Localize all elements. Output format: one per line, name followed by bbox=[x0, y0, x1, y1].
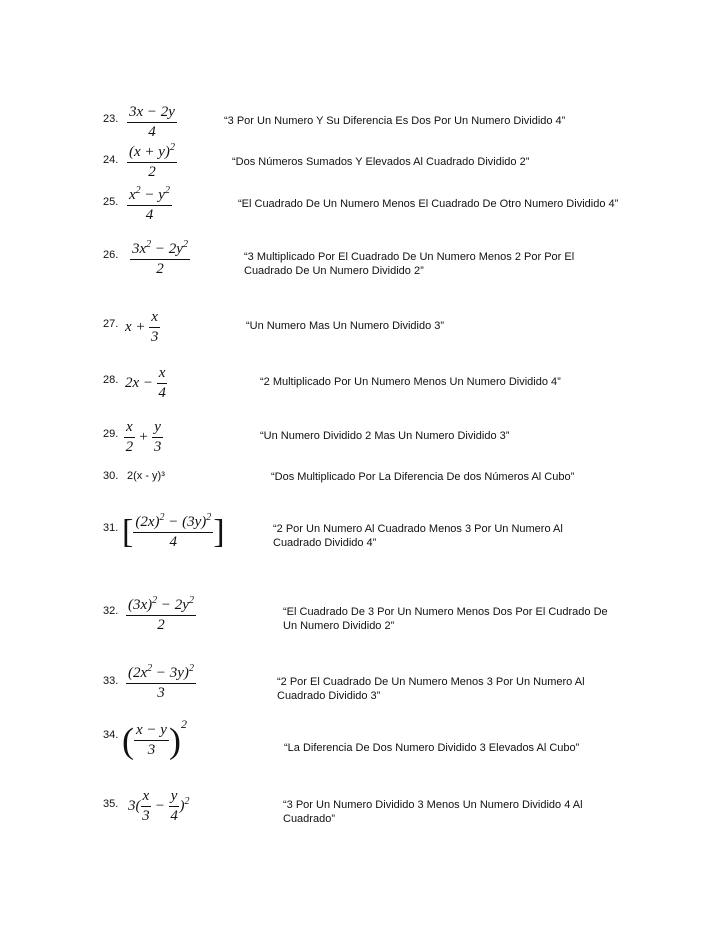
formula-35: 3( $\frac{x}{3}$ − $\frac{y}{4}$ )$^2$ bbox=[128, 788, 190, 824]
formula-26: $\frac{3x^2 - 2y^2}{2}$ bbox=[132, 239, 188, 277]
description-31: “2 Por Un Numero Al Cuadrado Menos 3 Por Un Numero Al Cuadrado Dividido 4” bbox=[273, 523, 563, 549]
description-32: “El Cuadrado De 3 Por Un Numero Menos Dos Por El Cudrado De Un Numero Dividido 2” bbox=[283, 606, 608, 632]
item-number: 34. bbox=[103, 729, 119, 741]
description-33: “2 Por El Cuadrado De Un Numero Menos 3 Por Un Numero Al Cuadrado Dividido 3” bbox=[277, 676, 585, 702]
item-number: 30. bbox=[103, 470, 119, 482]
item-number: 27. bbox=[103, 318, 119, 330]
item-number: 26. bbox=[103, 249, 119, 261]
description-27: “Un Numero Mas Un Numero Dividido 3” bbox=[246, 320, 445, 332]
formula-28: 2x − $\frac{x}{4}$ bbox=[125, 365, 166, 401]
formula-30: 2(x - y)³ bbox=[127, 470, 165, 482]
description-30: “Dos Multiplicado Por La Diferencia De dos Números Al Cubo” bbox=[271, 471, 575, 483]
item-number: 23. bbox=[103, 113, 119, 125]
description-34: “La Diferencia De Dos Numero Dividido 3 Elevados Al Cubo” bbox=[284, 742, 580, 754]
formula-34: ( $\frac{x - y}{3}$ )$^2$ bbox=[122, 716, 187, 761]
formula-23: $\frac{3x - 2y}{4}$ bbox=[129, 104, 175, 140]
formula-25: $\frac{x^2 - y^2}{4}$ bbox=[129, 185, 170, 223]
formula-33: $\frac{(2x^2 - 3y)^2}{3}$ bbox=[128, 663, 194, 701]
description-26: “3 Multiplicado Por El Cuadrado De Un Numero Menos 2 Por Por El Cuadrado De Un Numero Dividido 2” bbox=[244, 251, 575, 277]
item-number: 29. bbox=[103, 428, 119, 440]
description-29: “Un Numero Dividido 2 Mas Un Numero Dividido 3” bbox=[260, 430, 510, 442]
item-number: 24. bbox=[103, 154, 119, 166]
formula-31: [ $\frac{(2x)^2 - (3y)^2}{4}$ ] bbox=[122, 512, 225, 551]
description-25: “El Cuadrado De Un Numero Menos El Cuadrado De Otro Numero Dividido 4” bbox=[238, 198, 619, 210]
description-35: “3 Por Un Numero Dividido 3 Menos Un Numero Dividido 4 Al Cuadrado” bbox=[283, 799, 583, 825]
description-23: “3 Por Un Numero Y Su Diferencia Es Dos Por Un Numero Dividido 4” bbox=[224, 115, 566, 127]
description-28: “2 Multiplicado Por Un Numero Menos Un Numero Dividido 4” bbox=[260, 376, 561, 388]
item-number: 32. bbox=[103, 605, 119, 617]
formula-29: $\frac{x}{2}$ + $\frac{y}{3}$ bbox=[125, 419, 162, 455]
description-24: “Dos Números Sumados Y Elevados Al Cuadrado Dividido 2” bbox=[232, 156, 530, 168]
item-number: 33. bbox=[103, 675, 119, 687]
formula-27: x + $\frac{x}{3}$ bbox=[125, 309, 159, 345]
item-number: 25. bbox=[103, 196, 119, 208]
formula-24: $\frac{(x + y)^2}{2}$ bbox=[129, 142, 175, 180]
item-number: 28. bbox=[103, 374, 119, 386]
item-number: 31. bbox=[103, 522, 119, 534]
formula-32: $\frac{(3x)^2 - 2y^2}{2}$ bbox=[128, 595, 194, 633]
item-number: 35. bbox=[103, 798, 119, 810]
